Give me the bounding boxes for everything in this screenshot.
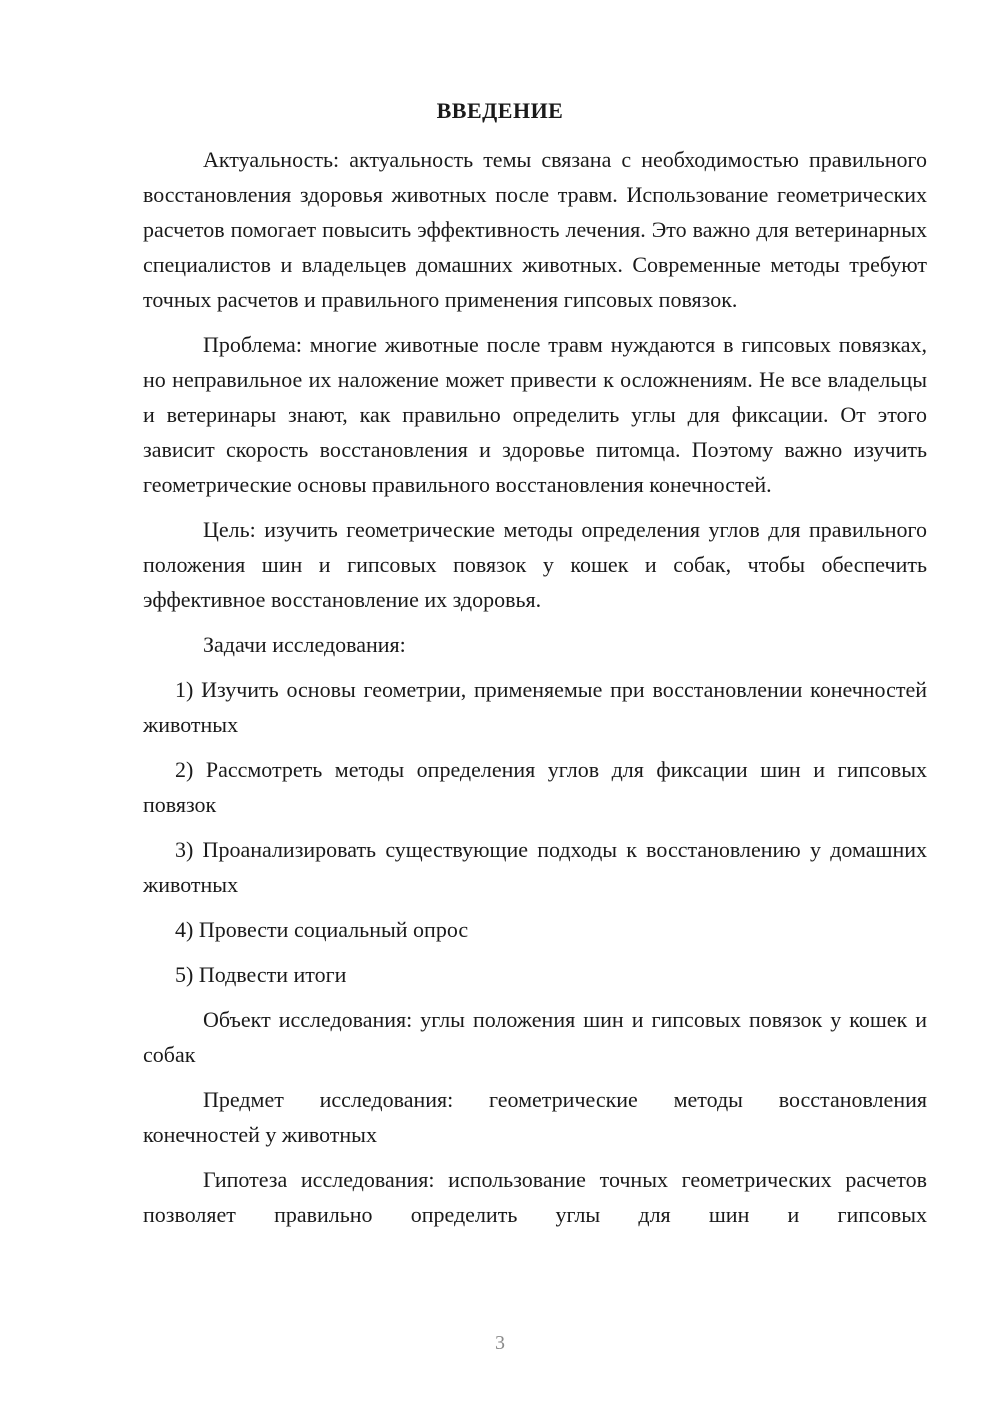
task-item: 3) Проанализировать существующие подходы к восстановлению у домашних животных	[143, 837, 927, 897]
task-item: 5) Подвести итоги	[175, 962, 347, 987]
task-item: 1) Изучить основы геометрии, применяемые при восстановлении конечностей животных	[143, 677, 927, 737]
subject-paragraph: Предмет исследования: геометрические методы восстановления конечностей у животных	[143, 1087, 927, 1147]
goal-paragraph: Цель: изучить геометрические методы определения углов для правильного положения шин и гипсовых повязок у кошек и собак, чтобы обеспечить эффективное восстановление их здоровья.	[143, 517, 927, 612]
page-number: 3	[495, 1332, 505, 1354]
task-item: 2) Рассмотреть методы определения углов для фиксации шин и гипсовых повязок	[143, 757, 927, 817]
problem-paragraph: Проблема: многие животные после травм нуждаются в гипсовых повязках, но неправильное их наложение может привести к осложнениям. Не все владельцы и ветеринары знают, как правильно определить углы для фиксации. От этого зависит скорость восстановления и здоровье питомца. Поэтому важно изучить геометрические основы правильного восстановления конечностей.	[143, 332, 927, 497]
task-item: 4) Провести социальный опрос	[175, 917, 469, 942]
section-title: ВВЕДЕНИЕ	[436, 98, 564, 123]
document-body	[143, 142, 927, 1232]
object-paragraph: Объект исследования: углы положения шин и гипсовых повязок у кошек и собак	[143, 1007, 927, 1067]
relevance-paragraph: Актуальность: актуальность темы связана с необходимостью правильного восстановления здоровья животных после травм. Использование геометрических расчетов помогает повысить эффективность лечения. Это важно для ветеринарных специалистов и владельцев домашних животных. Современные методы требуют точных расчетов и правильного применения гипсовых повязок.	[143, 147, 927, 312]
tasks-heading: Задачи исследования:	[203, 632, 406, 657]
hypothesis-paragraph: Гипотеза исследования: использование точных геометрических расчетов позволяет правильно определить углы для шин и гипсовых	[143, 1167, 927, 1227]
